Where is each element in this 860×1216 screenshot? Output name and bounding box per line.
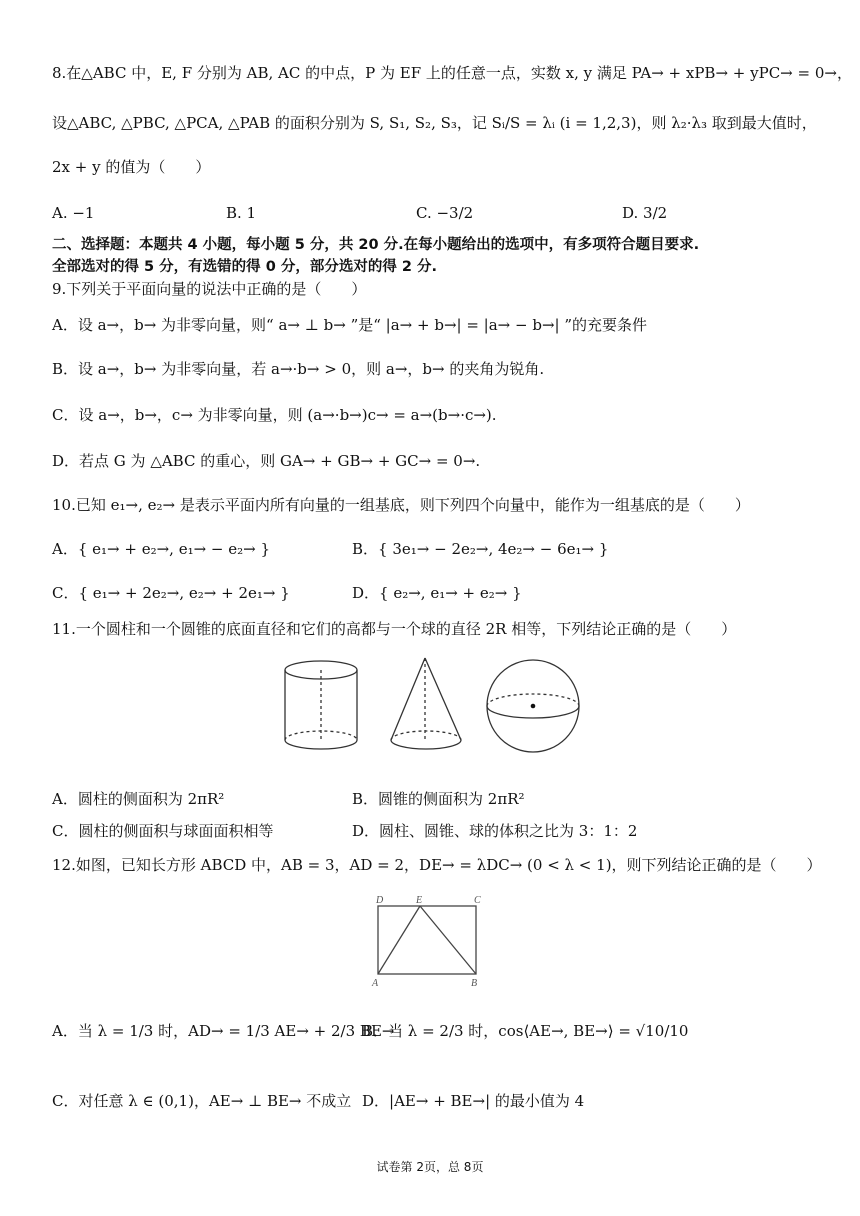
q8-option-a: A. −1 bbox=[52, 204, 95, 222]
q9-stem: 9.下列关于平面向量的说法中正确的是（ ） bbox=[52, 280, 367, 298]
q8-option-d: D. 3/2 bbox=[622, 204, 668, 222]
fig-label-a: A bbox=[372, 978, 379, 989]
q9-option-d: D．若点 G 为 △ABC 的重心，则 GA→ + GB→ + GC→ = 0→. bbox=[52, 452, 481, 470]
fig-label-b: B bbox=[471, 978, 478, 989]
sphere-figure bbox=[487, 660, 579, 752]
q9-option-c: C．设 a→，b→，c→ 为非零向量，则 (a→·b→)c→ = a→(b→·c→). bbox=[52, 406, 497, 424]
q9-option-a: A．设 a→，b→ 为非零向量，则“ a→ ⊥ b→ ”是“ |a→ + b→| = |a→ − b→| ”的充要条件 bbox=[52, 316, 648, 334]
fig-label-c: C bbox=[474, 895, 481, 906]
q9-option-b: B．设 a→，b→ 为非零向量，若 a→·b→ > 0，则 a→，b→ 的夹角为锐角. bbox=[52, 360, 545, 378]
page-footer: 试卷第 2页，总 8页 bbox=[376, 1160, 484, 1174]
q12-option-b: B．当 λ = 2/3 时，cos⟨AE→, BE→⟩ = √10/10 bbox=[362, 1022, 689, 1040]
q8-stem-line2: 设△ABC, △PBC, △PCA, △PAB 的面积分别为 S, S₁, S₂, S₃，记 Sᵢ/S = λᵢ (i = 1,2,3)，则 λ₂·λ₃ 取到最大值时， bbox=[52, 114, 817, 132]
q11-option-b: B．圆锥的侧面积为 2πR² bbox=[352, 790, 525, 808]
q10-option-c: C．{ e₁→ + 2e₂→, e₂→ + 2e₁→ } bbox=[52, 584, 290, 602]
q10-stem: 10.已知 e₁→, e₂→ 是表示平面内所有向量的一组基底，则下列四个向量中，能作为一组基底的是（ ） bbox=[52, 496, 750, 514]
q12-option-d: D．|AE→ + BE→| 的最小值为 4 bbox=[362, 1092, 585, 1110]
cylinder-figure bbox=[285, 661, 357, 749]
q12-stem: 12.如图，已知长方形 ABCD 中，AB = 3，AD = 2，DE→ = λDC→ (0 < λ < 1)，则下列结论正确的是（ ） bbox=[52, 856, 822, 874]
q8-stem-line3: 2x + y 的值为（ ） bbox=[52, 158, 211, 176]
q10-option-a: A．{ e₁→ + e₂→, e₁→ − e₂→ } bbox=[52, 540, 271, 558]
q10-option-d: D．{ e₂→, e₁→ + e₂→ } bbox=[352, 584, 522, 602]
cone-figure bbox=[391, 658, 461, 749]
fig-label-d: D bbox=[376, 895, 384, 906]
q11-option-a: A．圆柱的侧面积为 2πR² bbox=[52, 790, 225, 808]
fig-label-e: E bbox=[416, 895, 423, 906]
q8-option-b: B. 1 bbox=[226, 204, 257, 222]
section2-heading-line1: 二、选择题：本题共 4 小题，每小题 5 分，共 20 分.在每小题给出的选项中，有多项符合题目要求. bbox=[52, 237, 700, 253]
section2-heading-line2: 全部选对的得 5 分，有选错的得 0 分，部分选对的得 2 分. bbox=[52, 259, 438, 275]
q10-option-b: B．{ 3e₁→ − 2e₂→, 4e₂→ − 6e₁→ } bbox=[352, 540, 609, 558]
q11-option-c: C．圆柱的侧面积与球面面积相等 bbox=[52, 822, 274, 840]
q11-stem: 11.一个圆柱和一个圆锥的底面直径和它们的高都与一个球的直径 2R 相等，下列结论正确的是（ ） bbox=[52, 620, 737, 638]
q12-option-a: A．当 λ = 1/3 时，AD→ = 1/3 AE→ + 2/3 BE→ bbox=[52, 1022, 395, 1040]
q12-option-c: C．对任意 λ ∈ (0,1)，AE→ ⊥ BE→ 不成立 bbox=[52, 1092, 352, 1110]
q12-figure-rectangle bbox=[366, 892, 496, 992]
q11-figure-solids bbox=[280, 654, 600, 760]
q8-stem-line1: 8.在△ABC 中，E, F 分别为 AB, AC 的中点，P 为 EF 上的任意一点，实数 x, y 满足 PA→ + xPB→ + yPC→ = 0→， bbox=[52, 64, 852, 82]
q11-option-d: D．圆柱、圆锥、球的体积之比为 3：1：2 bbox=[352, 822, 638, 840]
q8-option-c: C. −3/2 bbox=[416, 204, 474, 222]
